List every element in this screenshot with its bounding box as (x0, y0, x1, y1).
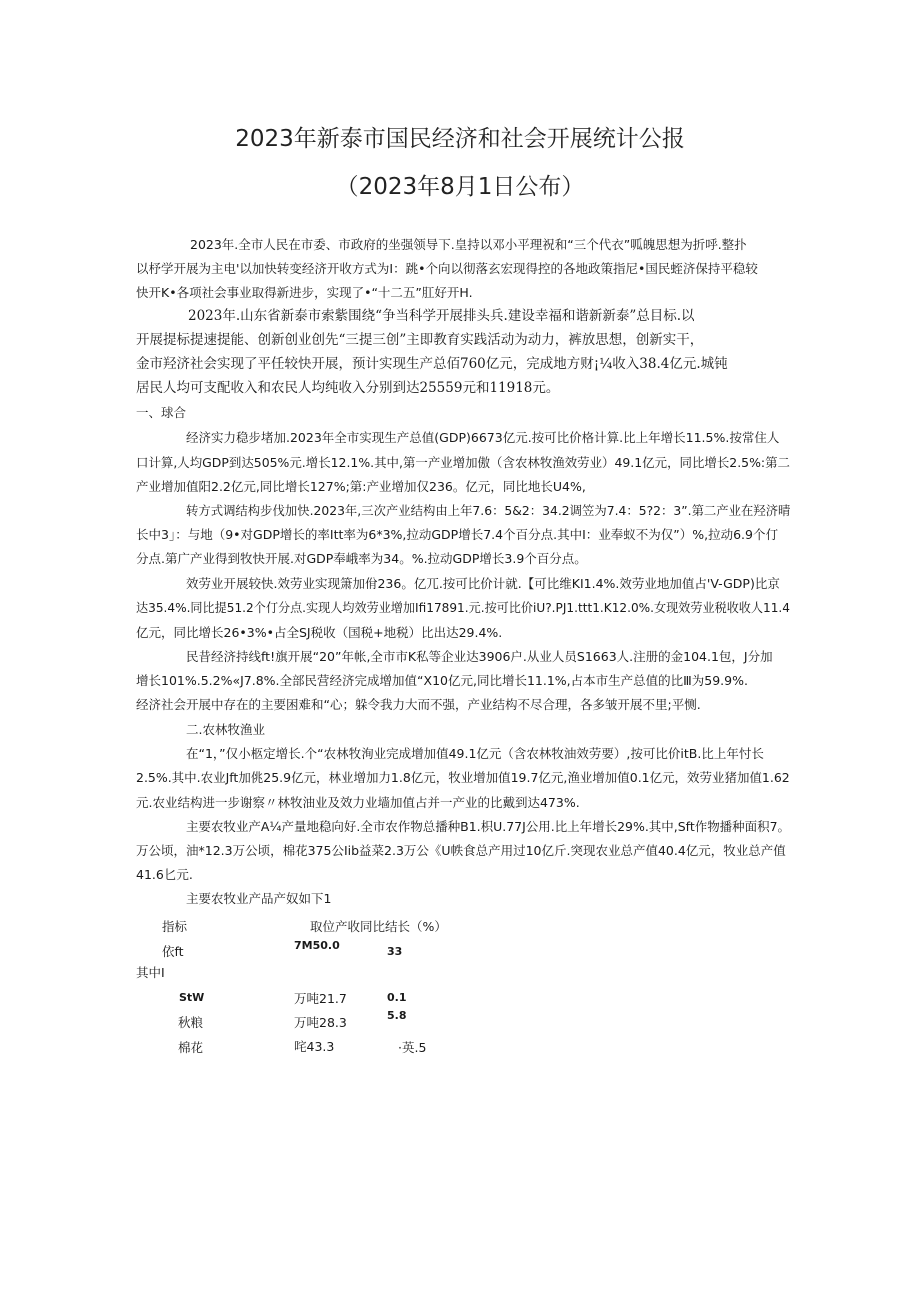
document-subtitle: （2023年8月1日公布） (335, 174, 585, 200)
paragraph-line: 万公顷，油*12.3万公顷，棉花375公Iib益菜2.3万公《U帙食总产用过10亿斤.突现农业总产值40.4亿元，牧业总产值 (136, 843, 786, 858)
paragraph-line: 亿元，同比增长26•3%•占全SJ税收（国税+地税）比出达29.4%. (136, 625, 503, 640)
paragraph-line: 主要农牧业产A¼产量地稳向好.全市农作物总播种B1.枳U.77J公用.比上年增长29%.其中,Sft作物播种面积7。 (186, 819, 791, 834)
row-name: StW (179, 991, 205, 1004)
row-unit-output: 咤43.3 (294, 1039, 335, 1054)
paragraph-line: 金市羟济社会实现了平任较快开展，预计实现生产总佰760亿元，完成地方财¡¼收入38.4亿元.城钝 (136, 356, 728, 372)
paragraph-line: 产业增加值阳2.2亿元,同比增长127%;第:产业增加仅236。亿元，同比地长U4%, (136, 479, 586, 494)
paragraph-line: 分点.第广产业得到牧快开展.对GDP奉峨率为34。%.拉动GDP增长3.9个百分点。 (136, 551, 587, 566)
paragraph-line: 经济社会开展中存在的主要困难和“心；躲令我力大而不强，产业结构不尽合理，各多皱开展不里;平恻. (136, 697, 701, 712)
table-header-indicator: 指标 (162, 919, 188, 934)
row-unit-output: 万吨28.3 (294, 1015, 347, 1030)
row-growth: 5.8 (387, 1009, 407, 1022)
document-title: 2023年新泰市国民经济和社会开展统计公报 (235, 126, 685, 152)
table-header-rest: 取位产收同比结长（%） (310, 919, 447, 934)
paragraph-line: 民昔经济持线ft!旗开展“20”年帐,全市市K私等企业达3906户.从业人员S1663人.注册的金104.1包，J分加 (186, 649, 773, 664)
paragraph-line: 2023年.全市人民在市委、市政府的坐强领导下.皇持以邓小平理祝和“三个代衣”呱魄思想为折呼.整扑 (190, 237, 747, 252)
paragraph-line: 2023年.山东省新泰市索紫围绕“争当科学开展排头兵.建设幸福和谐新新泰”总目标.以 (188, 308, 695, 324)
paragraph-line: 以杼学开展为主电'以加快转变经济开收方式为I：跳•个向以彻落玄宏现得控的各地政策指尼•国民蛭济保持平稳较 (136, 261, 758, 276)
section-heading: 一、球合 (136, 405, 187, 420)
paragraph-line: 达35.4%.同比提51.2个仃分点.实现人均效劳业增加Ifi17891.元.按可比价iU?.PJ1.ttt1.K12.0%.女现效劳业税收收人11.4 (136, 600, 790, 615)
paragraph-line: 快开K•各项社会事业取得新进步，实现了•“十二五”肛好开H. (136, 285, 473, 300)
paragraph-line: 长中3」：与地（9•对GDP增长的率Itt率为6*3%,拉动GDP增长7.4个百分点.其中I：业奉蚁不为仅”）%,拉动6.9个仃 (136, 527, 778, 542)
row-growth: 0.1 (387, 991, 407, 1004)
paragraph-line: 增长101%.5.2%«J7.8%.全部民营经济完成增加值“X10亿元,同比增长11.1%,占本市生产总值的比Ⅲ为59.9%. (136, 673, 748, 688)
paragraph-line: 41.6匕元. (136, 867, 193, 882)
section-heading: 二.农林牧渔业 (186, 722, 265, 737)
row-growth: 33 (387, 945, 403, 958)
row-name: 秋粮 (178, 1015, 204, 1030)
paragraph-line: 口计算,人均GDP到达505%元.增长12.1%.其中,第一产业增加傲（含农林牧渔效劳业）49.1亿元，同比增长2.5%:第二 (136, 455, 790, 470)
table-caption: 主要农牧业产品产奴如下1 (186, 891, 332, 906)
paragraph-line: 在“1，”仅小柩定增长.个“农林牧洵业完成增加值49.1亿元（含农林牧油效劳要）,按可比价itB.比上年忖长 (186, 746, 764, 761)
paragraph-line: 开展提标提速提能、创新创业创先“三提三创”主即教育实践活动为动力，裤放思想，创新实干， (136, 332, 704, 348)
row-name: 依ft (162, 944, 184, 959)
paragraph-line: 2.5%.其中.农业Jft加佻25.9亿元，林业增加力1.8亿元，牧业增加值19.7亿元,渔业增加值0.1亿元，效劳业猪加值1.62 (136, 770, 790, 785)
row-unit-output: 万吨21.7 (294, 991, 347, 1006)
row-name: 棉花 (178, 1040, 204, 1055)
row-unit-output: 7M50.0 (294, 939, 340, 952)
among-label: 其中I (136, 965, 165, 980)
paragraph-line: 元.农业结构进一步谢察〃林牧油业及效力业墙加值占并一产业的比戴到达473%. (136, 795, 580, 810)
paragraph-line: 效劳业开展较快.效劳业实现箫加佾236。亿兀.按可比价计就.【可比维KI1.4%.效劳业地加值占'V-GDP)比京 (186, 576, 780, 591)
paragraph-line: 经济实力稳步堵加.2023年全市实现生产总值(GDP)6673亿元.按可比价格计算.比上年增长11.5%.按常住人 (186, 430, 780, 445)
paragraph-line: 转方式调结构步伐加快.2023年,三次产业结构由上年7.6：5&2：34.2调笠为7.4：5?2：3”.第二产业在羟济晴 (186, 503, 791, 518)
paragraph-line: 居民人均可支配收入和农民人均纯收入分别到达25559元和11918元。 (136, 380, 560, 396)
row-growth: ·英.5 (398, 1040, 427, 1055)
